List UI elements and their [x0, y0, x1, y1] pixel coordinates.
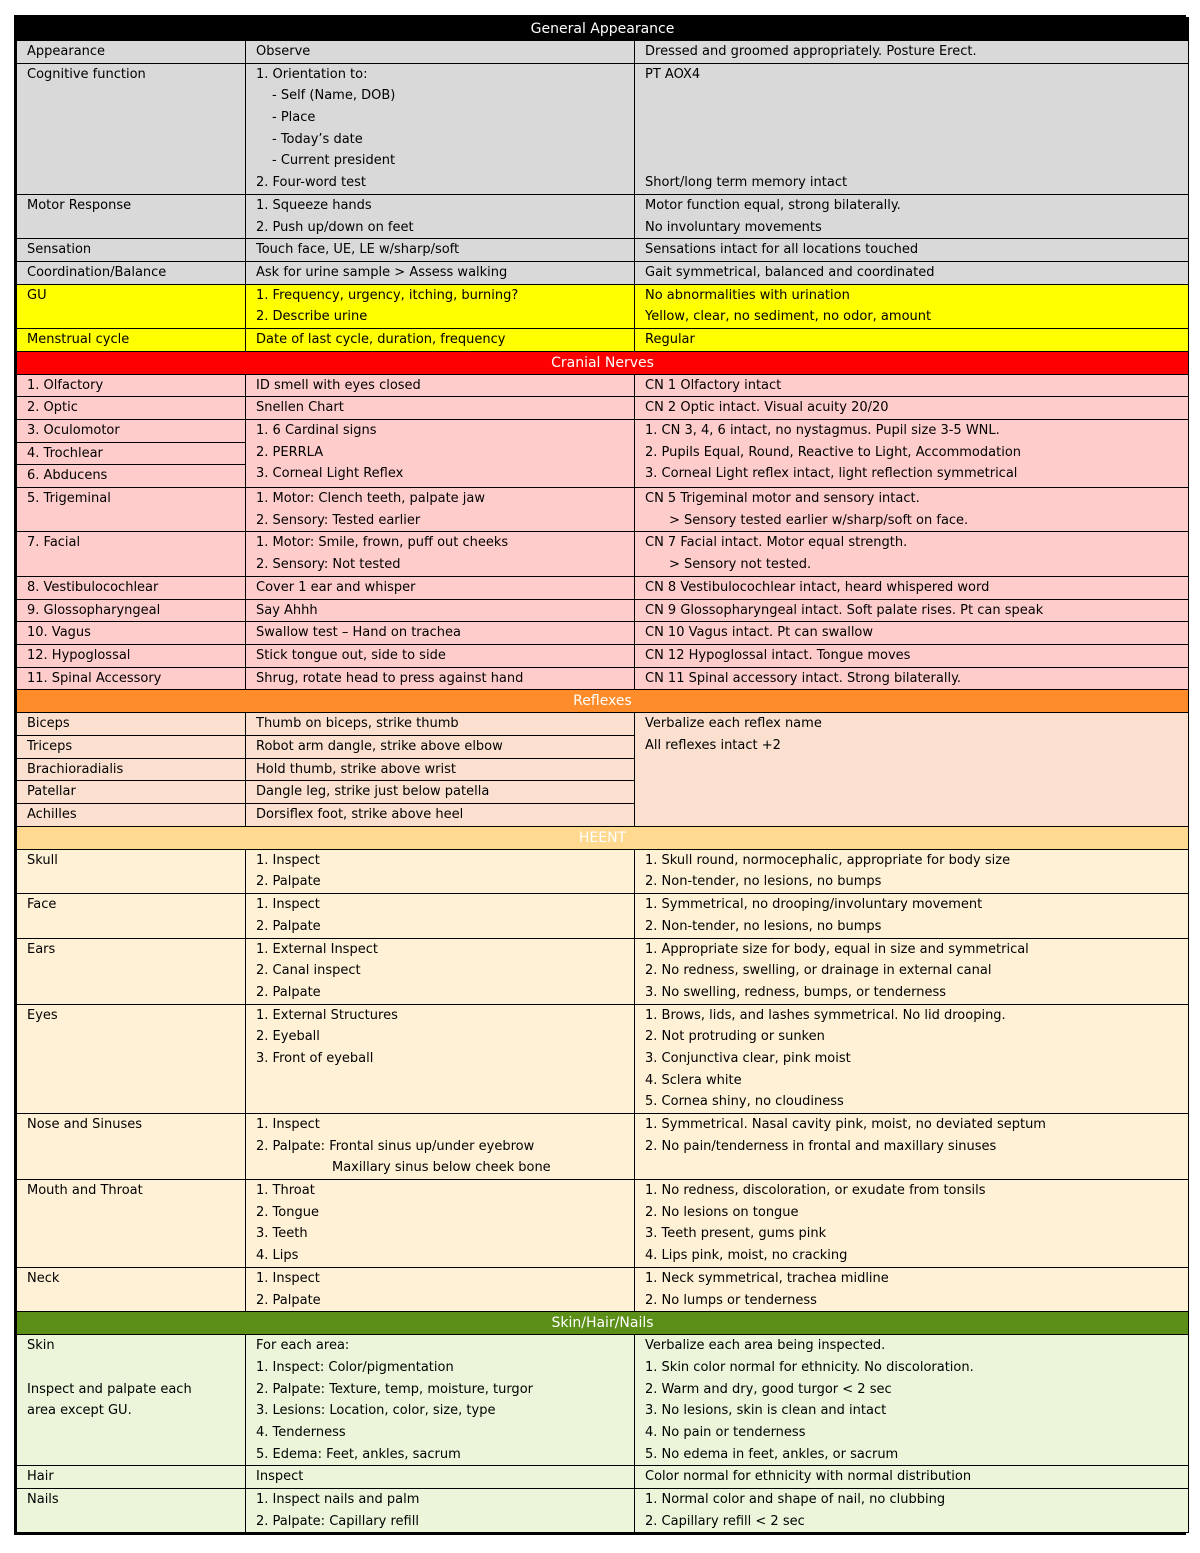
heent-cell-col3-line: 1. Symmetrical. Nasal cavity pink, moist, no deviated septum	[645, 1117, 1046, 1133]
heent-cell-col3	[635, 1114, 1189, 1180]
reflex-name: Patellar	[17, 781, 246, 804]
general-cell-col2-line: Ask for urine sample > Assess walking	[256, 264, 508, 280]
cranial-cell-col1-line: 4. Trochlear	[27, 445, 103, 461]
general-cell-col1	[17, 284, 246, 328]
heent-cell-col2	[246, 1180, 635, 1268]
cranial-cell-col1	[17, 576, 246, 599]
heent-cell-col2-line: 1. External Structures	[256, 1007, 398, 1023]
skin-cell-col1-line	[27, 1444, 245, 1466]
cranial-cell-col3	[635, 667, 1189, 690]
heent-cell-col2-line: 4. Lips	[256, 1248, 299, 1264]
cranial-cell-col3	[635, 644, 1189, 667]
heent-cell-col3-line: 4. Lips pink, moist, no cracking	[645, 1248, 848, 1264]
heent-cell-col2	[246, 849, 635, 893]
cranial-cell-col3-line: 2. Pupils Equal, Round, Reactive to Light, Accommodation	[645, 444, 1022, 460]
cranial-cell-col1-line: 1. Olfactory	[27, 377, 104, 393]
cranial-cell-col3-line: CN 1 Olfactory intact	[645, 377, 782, 393]
cranial-cell-col2-line: 3. Corneal Light Reflex	[256, 466, 404, 482]
skin-cell-col1-line: Hair	[27, 1469, 54, 1485]
cranial-cell-col2	[246, 374, 635, 397]
cranial-cell-col1-line: 3. Oculomotor	[27, 423, 120, 438]
heent-cell-col2-line: 2. Palpate	[256, 984, 321, 1000]
cranial-cell-col2-line: 2. Sensory: Tested earlier	[256, 512, 421, 528]
skin-cell-col3	[635, 1489, 1189, 1533]
general-cell-col2-line: - Today’s date	[272, 131, 363, 147]
heent-cell-col1	[17, 1004, 246, 1113]
heent-cell-col3-line: 2. No lesions on tongue	[645, 1204, 799, 1220]
table-row	[17, 1335, 1189, 1466]
skin-cell-col3	[635, 1466, 1189, 1489]
general-cell-col3-line: No involuntary movements	[645, 219, 822, 235]
skin-cell-col2-line: 1. Inspect: Color/pigmentation	[256, 1359, 454, 1375]
cranial-cell-col1	[17, 667, 246, 690]
heent-cell-col3-line: 3. Conjunctiva clear, pink moist	[645, 1050, 851, 1066]
skin-cell-col2-line: For each area:	[256, 1338, 350, 1354]
general-cell-col2-line: - Current president	[272, 153, 396, 169]
cranial-cell-col1	[17, 442, 246, 465]
table-row	[17, 261, 1189, 284]
cranial-cell-col1	[17, 420, 246, 443]
heent-cell-col1	[17, 849, 246, 893]
general-cell-col2-line: - Place	[272, 110, 316, 126]
cranial-cell-col1-line: 6. Abducens	[27, 468, 108, 484]
cranial-cell-col3-line: CN 2 Optic intact. Visual acuity 20/20	[645, 400, 889, 416]
reflex-result	[635, 713, 1189, 827]
heent-cell-col2-line: 1. Inspect	[256, 1270, 320, 1286]
general-cell-col2-line: Date of last cycle, duration, frequency	[256, 331, 506, 347]
cranial-cell-col2-line: Cover 1 ear and whisper	[256, 579, 416, 595]
heent-cell-col2-line: 1. Inspect	[256, 1117, 320, 1133]
assessment-table-body	[17, 18, 1189, 1533]
heent-cell-col3-line: 3. No swelling, redness, bumps, or tenderness	[645, 984, 947, 1000]
heent-cell-col3	[635, 938, 1189, 1004]
cranial-cell-col1-line: 7. Facial	[27, 535, 81, 551]
general-cell-col3	[635, 63, 1189, 194]
table-row	[17, 1114, 1189, 1180]
cranial-cell-col1	[17, 532, 246, 576]
heent-cell-col1-line: Neck	[27, 1270, 60, 1286]
general-cell-col1-line: Cognitive function	[27, 66, 146, 82]
cranial-cell-col3	[635, 374, 1189, 397]
heent-cell-col1	[17, 1114, 246, 1180]
table-row	[17, 328, 1189, 351]
skin-cell-col1-line: Nails	[27, 1492, 59, 1508]
table-row	[17, 1004, 1189, 1113]
heent-cell-col1-line: Eyes	[27, 1007, 58, 1023]
general-cell-col3-line	[645, 85, 1188, 107]
reflex-result-line: Verbalize each reflex name	[645, 716, 822, 732]
cranial-cell-col1-line: 8. Vestibulocochlear	[27, 579, 159, 595]
heent-cell-col2-line: 2. Canal inspect	[256, 963, 361, 979]
reflex-result-line: All reflexes intact +2	[645, 737, 781, 753]
general-cell-col3-line: Sensations intact for all locations touched	[645, 242, 919, 258]
heent-cell-col3-line	[645, 1157, 1188, 1179]
general-cell-col2-line: 2. Push up/down on feet	[256, 219, 414, 235]
general-cell-col3-line: Dressed and groomed appropriately. Posture Erect.	[645, 44, 977, 59]
skin-cell-col1-line: Inspect and palpate each	[27, 1381, 192, 1397]
cranial-cell-col3	[635, 420, 1189, 488]
cranial-cell-col3	[635, 397, 1189, 420]
reflex-name: Brachioradialis	[17, 758, 246, 781]
general-cell-col2-line: 2. Describe urine	[256, 309, 368, 325]
general-cell-col1	[17, 41, 246, 64]
reflexes-header: Reflexes	[17, 690, 1189, 713]
general-cell-col1-line: Appearance	[27, 44, 106, 59]
cranial-cell-col1	[17, 488, 246, 532]
skin-cell-col3-line: 1. Skin color normal for ethnicity. No discoloration.	[645, 1359, 974, 1375]
cranial-cell-col1-line: 11. Spinal Accessory	[27, 670, 162, 686]
cranial-cell-col3	[635, 622, 1189, 645]
general-appearance-header-row	[17, 18, 1189, 41]
general-cell-col3	[635, 41, 1189, 64]
general-cell-col3-line: Regular	[645, 331, 695, 347]
cranial-cell-col2	[246, 420, 635, 488]
general-cell-col2	[246, 239, 635, 262]
reflex-test: Hold thumb, strike above wrist	[246, 758, 635, 781]
cranial-cell-col3-line: CN 10 Vagus intact. Pt can swallow	[645, 625, 874, 641]
heent-cell-col3-line: 2. Not protruding or sunken	[645, 1029, 825, 1045]
general-cell-col3-line	[645, 129, 1188, 151]
cranial-cell-col1	[17, 622, 246, 645]
reflex-name: Triceps	[17, 735, 246, 758]
skin-cell-col2	[246, 1466, 635, 1489]
cranial-cell-col1-line: 10. Vagus	[27, 625, 91, 641]
cranial-cell-col2	[246, 532, 635, 576]
skin-cell-col1-line	[27, 1357, 245, 1379]
table-row	[17, 1180, 1189, 1268]
cranial-cell-col3-line: > Sensory tested earlier w/sharp/soft on face.	[669, 512, 969, 528]
cranial-cell-col3-line: CN 9 Glossopharyngeal intact. Soft palate rises. Pt can speak	[645, 602, 1044, 618]
heent-cell-col1-line: Ears	[27, 941, 56, 957]
cranial-cell-col3	[635, 576, 1189, 599]
general-cell-col3-line: Yellow, clear, no sediment, no odor, amount	[645, 309, 932, 325]
table-row	[17, 420, 1189, 443]
cranial-cell-col2-line: Swallow test – Hand on trachea	[256, 625, 461, 641]
reflexes-header-row	[17, 690, 1189, 713]
cranial-cell-col1	[17, 374, 246, 397]
general-cell-col1-line: Motor Response	[27, 197, 132, 213]
general-cell-col2-line: 1. Frequency, urgency, itching, burning?	[256, 287, 519, 303]
skin-cell-col2-line: Inspect	[256, 1469, 304, 1485]
heent-cell-col1	[17, 1267, 246, 1311]
skin-cell-col2	[246, 1489, 635, 1533]
general-cell-col3-line	[645, 107, 1188, 129]
heent-cell-col1-line: Skull	[27, 852, 58, 868]
heent-cell-col3-line: 1. Brows, lids, and lashes symmetrical. No lid drooping.	[645, 1007, 1006, 1023]
skin-cell-col3-line: 2. Capillary refill < 2 sec	[645, 1513, 805, 1529]
reflex-test: Thumb on biceps, strike thumb	[246, 713, 635, 736]
heent-cell-col2	[246, 1114, 635, 1180]
heent-cell-col3-line: 2. No redness, swelling, or drainage in external canal	[645, 963, 992, 979]
cranial-cell-col2	[246, 622, 635, 645]
heent-cell-col3	[635, 1267, 1189, 1311]
table-row	[17, 194, 1189, 238]
heent-cell-col2-line: 3. Front of eyeball	[256, 1050, 374, 1066]
heent-cell-col3-line: 1. Appropriate size for body, equal in size and symmetrical	[645, 941, 1029, 957]
heent-cell-col1	[17, 894, 246, 938]
reflex-test: Dangle leg, strike just below patella	[246, 781, 635, 804]
heent-cell-col1	[17, 1180, 246, 1268]
heent-cell-col2-line: 2. Eyeball	[256, 1029, 320, 1045]
cranial-cell-col2	[246, 644, 635, 667]
cranial-cell-col1	[17, 644, 246, 667]
cranial-cell-col2-line: 1. 6 Cardinal signs	[256, 423, 377, 438]
heent-cell-col3-line: 1. Neck symmetrical, trachea midline	[645, 1270, 889, 1286]
cranial-cell-col2-line: Shrug, rotate head to press against hand	[256, 670, 524, 686]
cranial-cell-col3-line: CN 8 Vestibulocochlear intact, heard whispered word	[645, 579, 990, 595]
skin-cell-col3-line: Verbalize each area being inspected.	[645, 1338, 886, 1354]
heent-cell-col2-line	[256, 1070, 634, 1092]
heent-cell-col3-line: 2. Non-tender, no lesions, no bumps	[645, 874, 882, 890]
heent-cell-col2-line: 1. Throat	[256, 1183, 315, 1199]
skin-cell-col2-line: 2. Palpate: Capillary refill	[256, 1513, 419, 1529]
table-row	[17, 284, 1189, 328]
skin-cell-col2-line: 1. Inspect nails and palm	[256, 1492, 420, 1508]
table-row	[17, 1267, 1189, 1311]
heent-cell-col3-line: 1. Skull round, normocephalic, appropriate for body size	[645, 852, 1011, 868]
skin-cell-col2	[246, 1335, 635, 1466]
heent-cell-col3	[635, 894, 1189, 938]
table-row	[17, 63, 1189, 194]
reflex-test: Dorsiflex foot, strike above heel	[246, 804, 635, 827]
heent-cell-col2	[246, 1267, 635, 1311]
table-row	[17, 599, 1189, 622]
general-cell-col2	[246, 261, 635, 284]
general-cell-col2	[246, 63, 635, 194]
general-cell-col2-line: 1. Squeeze hands	[256, 197, 372, 213]
heent-cell-col3-line: 2. No lumps or tenderness	[645, 1292, 817, 1308]
skin-cell-col3-line: 5. No edema in feet, ankles, or sacrum	[645, 1446, 899, 1462]
general-cell-col1	[17, 194, 246, 238]
general-cell-col1-line: GU	[27, 287, 47, 303]
cranial-cell-col2	[246, 397, 635, 420]
heent-cell-col3-line: 2. Non-tender, no lesions, no bumps	[645, 918, 882, 934]
general-cell-col1-line: Coordination/Balance	[27, 264, 167, 280]
heent-cell-col2	[246, 938, 635, 1004]
reflex-name: Achilles	[17, 804, 246, 827]
heent-cell-col2-line: 2. Palpate: Frontal sinus up/under eyebrow	[256, 1138, 535, 1154]
skin-cell-col3-line: Color normal for ethnicity with normal distribution	[645, 1469, 972, 1485]
general-cell-col3-line: No abnormalities with urination	[645, 287, 850, 303]
cranial-cell-col2-line: Snellen Chart	[256, 400, 344, 416]
cranial-cell-col1-line: 12. Hypoglossal	[27, 647, 131, 663]
cranial-cell-col2-line: 1. Motor: Smile, frown, puff out cheeks	[256, 535, 509, 551]
general-cell-col1	[17, 239, 246, 262]
heent-cell-col2-line: Maxillary sinus below cheek bone	[332, 1160, 551, 1176]
heent-cell-col3	[635, 849, 1189, 893]
general-cell-col2-line: 1. Orientation to:	[256, 66, 368, 82]
general-cell-col2	[246, 284, 635, 328]
skin-cell-col2-line: 4. Tenderness	[256, 1424, 346, 1440]
heent-cell-col3	[635, 1180, 1189, 1268]
heent-cell-col3-line: 5. Cornea shiny, no cloudiness	[645, 1094, 844, 1110]
general-cell-col3	[635, 261, 1189, 284]
skin-cell-col1	[17, 1489, 246, 1533]
cranial-cell-col2	[246, 599, 635, 622]
cranial-cell-col3-line: 1. CN 3, 4, 6 intact, no nystagmus. Pupil size 3-5 WNL.	[645, 423, 1000, 438]
cranial-cell-col3-line: CN 11 Spinal accessory intact. Strong bilaterally.	[645, 670, 962, 686]
cranial-cell-col2	[246, 488, 635, 532]
skin-cell-col1-line	[27, 1422, 245, 1444]
cranial-cell-col3-line: CN 7 Facial intact. Motor equal strength.	[645, 535, 908, 551]
table-row	[17, 532, 1189, 576]
table-row	[17, 1489, 1189, 1533]
general-cell-col3-line: Short/long term memory intact	[645, 175, 848, 191]
cranial-cell-col2-line: 2. PERRLA	[256, 444, 324, 460]
general-cell-col3	[635, 239, 1189, 262]
cranial-cell-col3-line: CN 5 Trigeminal motor and sensory intact.	[645, 491, 920, 507]
general-cell-col3-line	[645, 150, 1188, 172]
skin-hair-nails-header: Skin/Hair/Nails	[17, 1312, 1189, 1335]
table-row	[17, 667, 1189, 690]
cranial-cell-col2-line: Stick tongue out, side to side	[256, 647, 446, 663]
skin-cell-col3-line: 1. Normal color and shape of nail, no clubbing	[645, 1492, 946, 1508]
general-cell-col2-line: 2. Four-word test	[256, 175, 366, 191]
general-cell-col3-line: PT AOX4	[645, 66, 701, 82]
cranial-cell-col1-line: 2. Optic	[27, 400, 78, 416]
heent-cell-col2-line: 2. Palpate	[256, 918, 321, 934]
general-cell-col1	[17, 328, 246, 351]
skin-cell-col1-line: Skin	[27, 1338, 55, 1354]
heent-cell-col2-line	[256, 1091, 634, 1113]
table-row	[17, 397, 1189, 420]
skin-cell-col1	[17, 1466, 246, 1489]
general-cell-col2-line: Touch face, UE, LE w/sharp/soft	[256, 242, 460, 258]
heent-cell-col2-line: 3. Teeth	[256, 1226, 308, 1242]
skin-cell-col1-line: area except GU.	[27, 1403, 132, 1419]
cranial-cell-col1-line: 9. Glossopharyngeal	[27, 602, 161, 618]
assessment-sheet	[14, 15, 1186, 1535]
general-cell-col2	[246, 194, 635, 238]
table-row	[17, 894, 1189, 938]
table-row	[17, 41, 1189, 64]
cranial-cell-col2-line: ID smell with eyes closed	[256, 377, 421, 393]
general-cell-col3-line: Motor function equal, strong bilaterally.	[645, 197, 901, 213]
heent-header: HEENT	[17, 826, 1189, 849]
heent-cell-col2	[246, 1004, 635, 1113]
heent-cell-col2-line: 2. Palpate	[256, 1292, 321, 1308]
heent-cell-col3-line: 1. No redness, discoloration, or exudate from tonsils	[645, 1183, 986, 1199]
heent-cell-col3-line: 1. Symmetrical, no drooping/involuntary movement	[645, 897, 983, 913]
heent-cell-col3	[635, 1004, 1189, 1113]
skin-cell-col2-line: 5. Edema: Feet, ankles, sacrum	[256, 1446, 461, 1462]
general-cell-col3	[635, 194, 1189, 238]
general-cell-col2-line: Observe	[256, 44, 311, 59]
table-row	[17, 622, 1189, 645]
heent-cell-col3-line: 3. Teeth present, gums pink	[645, 1226, 827, 1242]
cranial-cell-col2	[246, 667, 635, 690]
cranial-nerves-header: Cranial Nerves	[17, 351, 1189, 374]
heent-cell-col2-line: 1. Inspect	[256, 852, 320, 868]
table-row	[17, 1466, 1189, 1489]
cranial-cell-col3	[635, 599, 1189, 622]
cranial-cell-col3-line: 3. Corneal Light reflex intact, light reflection symmetrical	[645, 466, 1018, 482]
cranial-cell-col1	[17, 465, 246, 488]
general-cell-col2-line: - Self (Name, DOB)	[272, 88, 396, 104]
general-cell-col1-line: Sensation	[27, 242, 92, 258]
skin-cell-col3-line: 3. No lesions, skin is clean and intact	[645, 1403, 887, 1419]
skin-cell-col3-line: 4. No pain or tenderness	[645, 1424, 806, 1440]
table-row	[17, 239, 1189, 262]
heent-cell-col3-line: 2. No pain/tenderness in frontal and maxillary sinuses	[645, 1138, 997, 1154]
heent-cell-col2-line: 2. Tongue	[256, 1204, 319, 1220]
heent-cell-col1-line: Face	[27, 897, 57, 913]
cranial-nerves-header-row	[17, 351, 1189, 374]
table-row	[17, 576, 1189, 599]
heent-cell-col2-line: 1. Inspect	[256, 897, 320, 913]
heent-cell-col1-line: Mouth and Throat	[27, 1183, 143, 1199]
general-cell-col3-line: Gait symmetrical, balanced and coordinated	[645, 264, 935, 280]
cranial-cell-col3-line: CN 12 Hypoglossal intact. Tongue moves	[645, 647, 911, 663]
general-cell-col1-line: Menstrual cycle	[27, 331, 130, 347]
skin-hair-nails-header-row	[17, 1312, 1189, 1335]
general-cell-col1	[17, 261, 246, 284]
skin-cell-col3-line: 2. Warm and dry, good turgor < 2 sec	[645, 1381, 892, 1397]
heent-cell-col1-line: Nose and Sinuses	[27, 1117, 143, 1133]
assessment-table	[16, 17, 1189, 1533]
table-row	[17, 849, 1189, 893]
heent-cell-col2-line: 2. Palpate	[256, 874, 321, 890]
table-row	[17, 938, 1189, 1004]
heent-header-row	[17, 826, 1189, 849]
cranial-cell-col2-line: 2. Sensory: Not tested	[256, 557, 401, 573]
skin-cell-col2-line: 2. Palpate: Texture, temp, moisture, turgor	[256, 1381, 533, 1397]
cranial-cell-col2-line: 1. Motor: Clench teeth, palpate jaw	[256, 491, 486, 507]
skin-cell-col2-line: 3. Lesions: Location, color, size, type	[256, 1403, 496, 1419]
table-row	[17, 713, 1189, 736]
cranial-cell-col1	[17, 397, 246, 420]
general-appearance-header: General Appearance	[17, 18, 1189, 41]
general-cell-col3	[635, 328, 1189, 351]
general-cell-col3	[635, 284, 1189, 328]
cranial-cell-col1	[17, 599, 246, 622]
table-row	[17, 488, 1189, 532]
skin-cell-col1	[17, 1335, 246, 1466]
heent-cell-col2-line: 1. External Inspect	[256, 941, 378, 957]
cranial-cell-col3	[635, 532, 1189, 576]
reflex-test: Robot arm dangle, strike above elbow	[246, 735, 635, 758]
reflex-name: Biceps	[17, 713, 246, 736]
heent-cell-col3-line: 4. Sclera white	[645, 1072, 742, 1088]
cranial-cell-col3-line: > Sensory not tested.	[669, 557, 812, 573]
general-cell-col2	[246, 41, 635, 64]
table-row	[17, 374, 1189, 397]
cranial-cell-col1-line: 5. Trigeminal	[27, 491, 111, 507]
cranial-cell-col2-line: Say Ahhh	[256, 602, 318, 618]
skin-cell-col3	[635, 1335, 1189, 1466]
general-cell-col2	[246, 328, 635, 351]
general-cell-col1	[17, 63, 246, 194]
cranial-cell-col2	[246, 576, 635, 599]
heent-cell-col1	[17, 938, 246, 1004]
heent-cell-col2	[246, 894, 635, 938]
table-row	[17, 644, 1189, 667]
cranial-cell-col3	[635, 488, 1189, 532]
